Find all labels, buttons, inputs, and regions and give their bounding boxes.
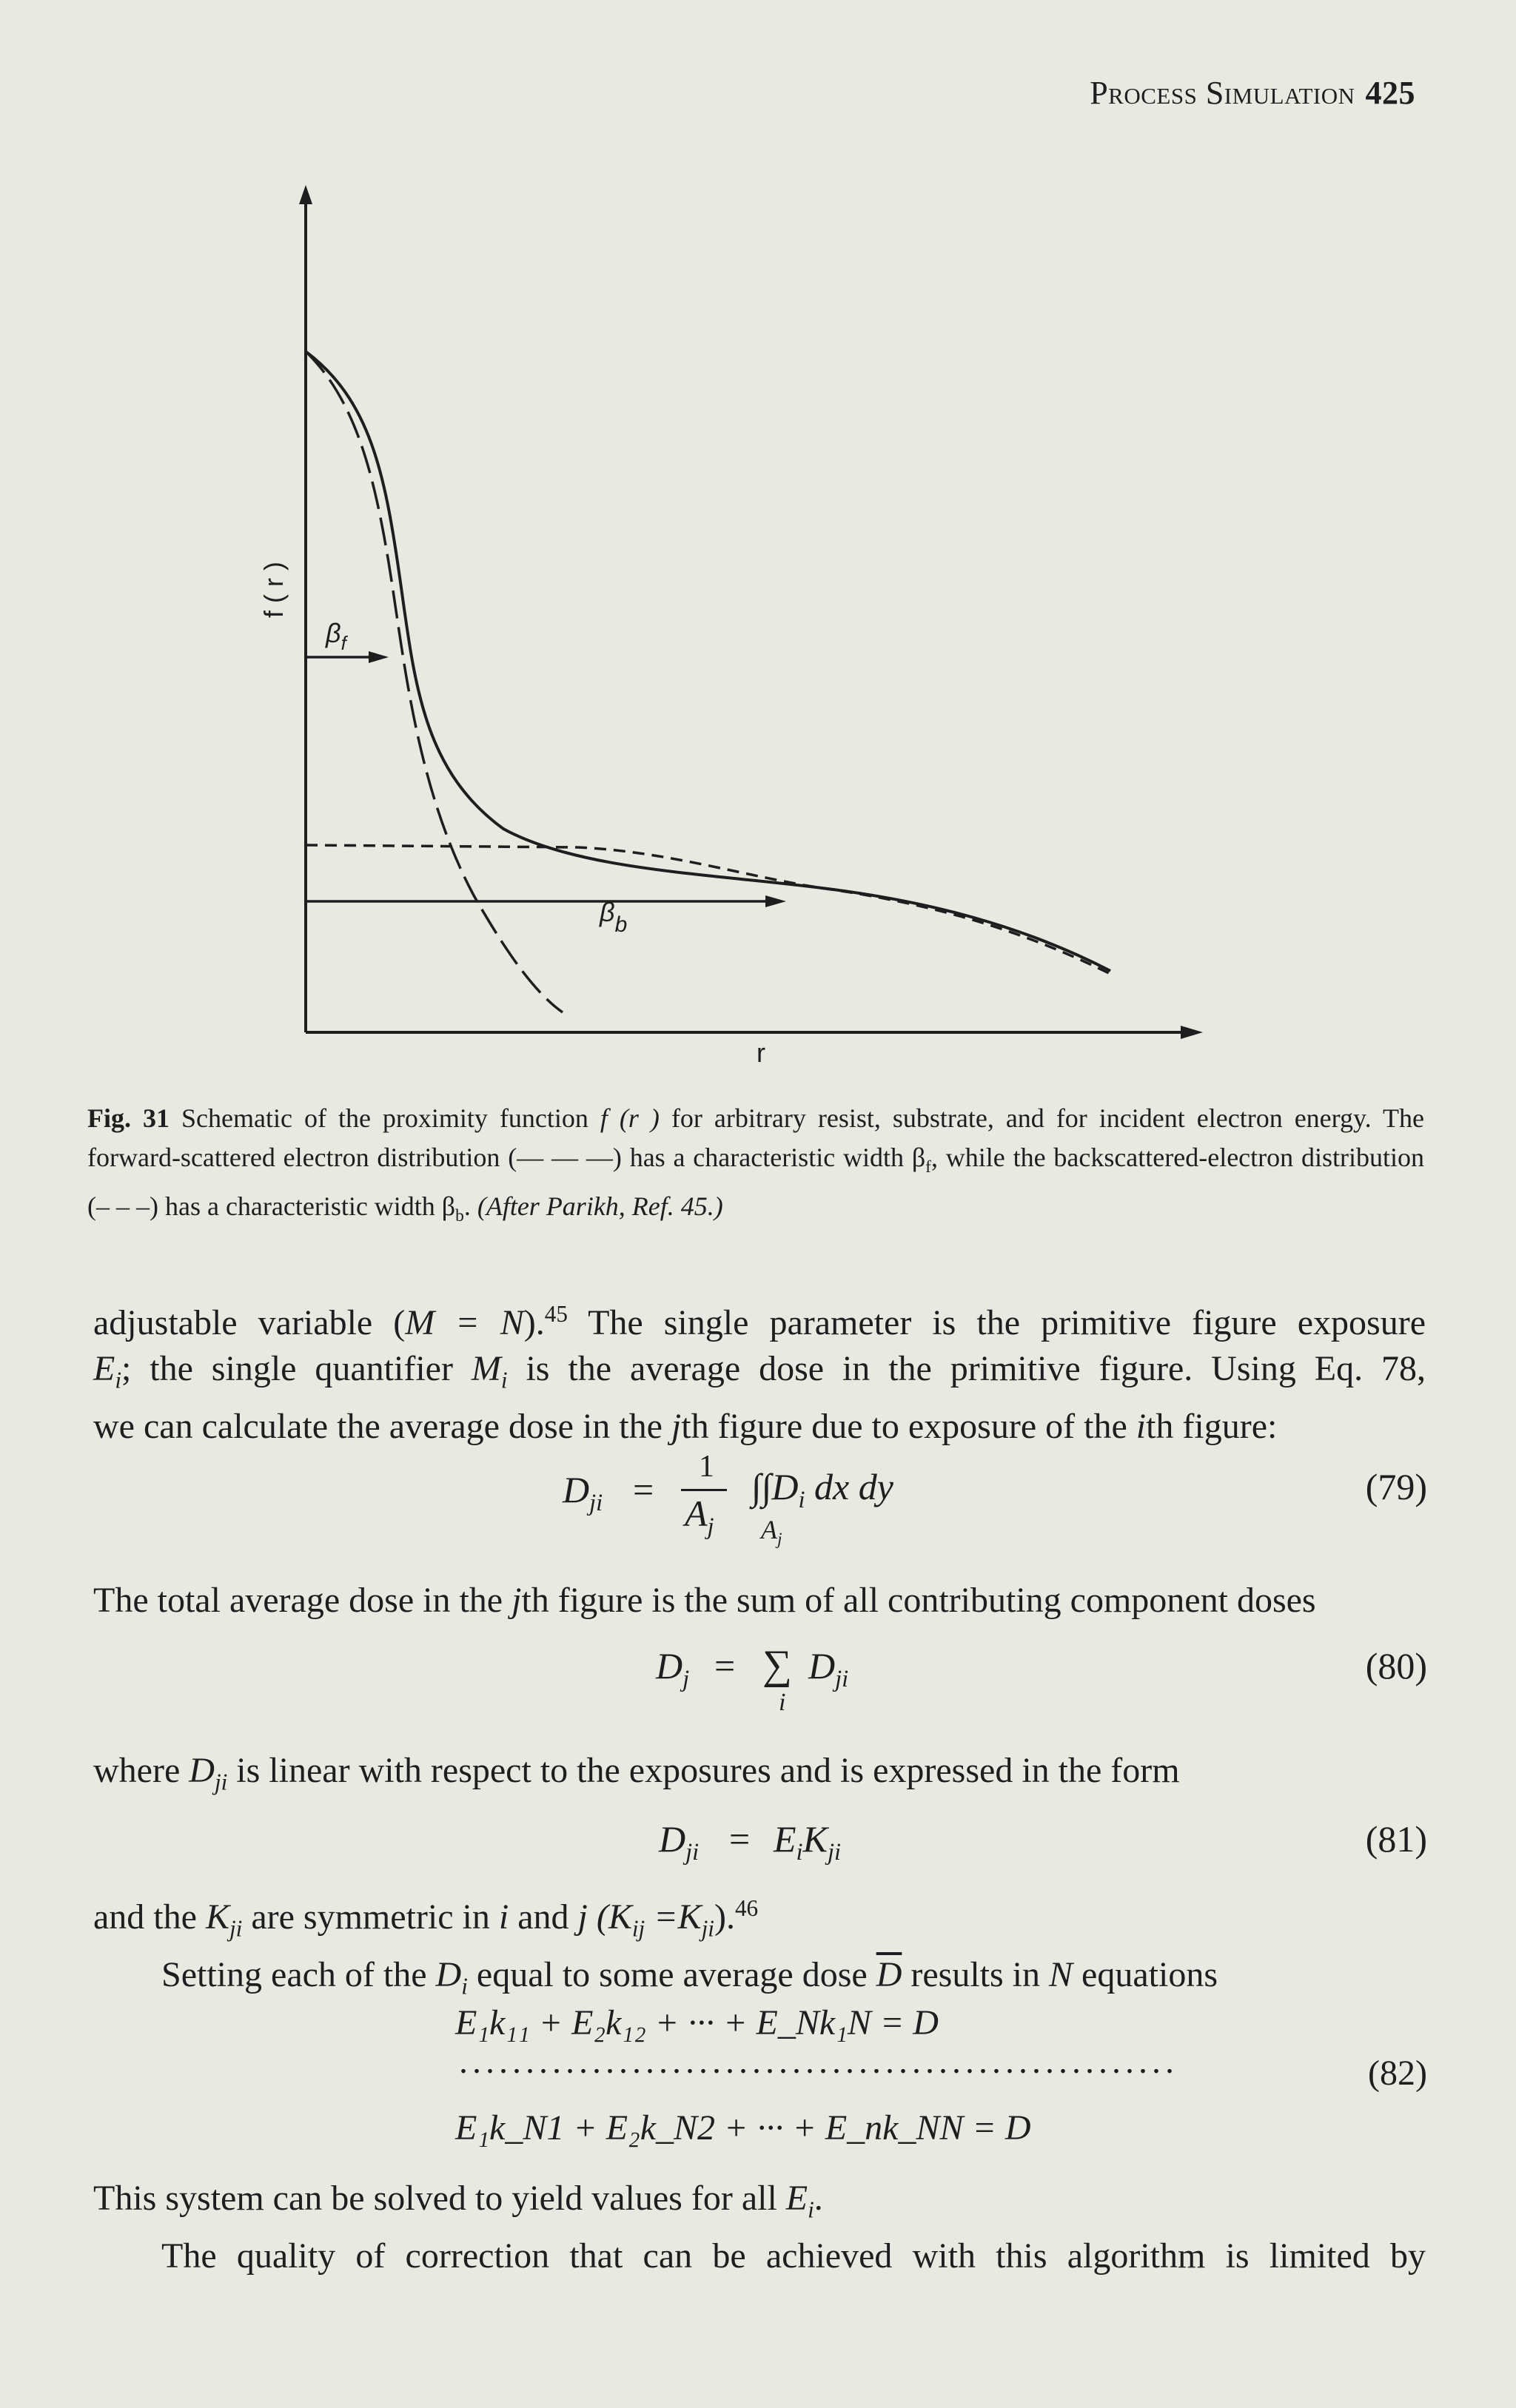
beta-b-arrowhead [765, 895, 786, 907]
running-head-title: Process Simulation [1090, 75, 1355, 111]
equation-79: $D_{ji}$ = 1 $A_j$ $\int\int D_i$ dx dy $A_j$ (79) [563, 1450, 1427, 1550]
paragraph-3 [93, 1748, 1426, 1806]
beta-f-label: $\beta_f$ [326, 618, 346, 654]
text-line: The quality of correction that can be achieved with this algorithm is limited by [161, 2236, 1426, 2276]
beta-f-arrowhead [369, 651, 389, 663]
equation-81: $D_{ji}$ = $E_iK_{ji}$ (81) [659, 1818, 1427, 1866]
x-axis-arrowhead [1181, 1026, 1203, 1039]
x-axis-label: r [757, 1037, 765, 1068]
equation-number: (79) [1365, 1466, 1427, 1507]
total-curve [306, 352, 1110, 971]
equation-number: (81) [1365, 1818, 1427, 1860]
text-line: adjustable variable (M = N).$^{45}$ The single parameter is the primitive figure exposure [93, 1301, 1426, 1342]
text-line: Setting each of the $D_i$ equal to some average dose $\overline{D}$ results in N equations [161, 1954, 1218, 2000]
equation-80: $D_j$ = ∑ i $D_{ji}$ (80) [656, 1642, 1427, 1716]
equation-number: (82) [1368, 2054, 1427, 2093]
fraction-bar [681, 1489, 727, 1491]
figure-number: Fig. 31 [87, 1103, 170, 1133]
equation-row: E₁k₁₁ + E₂k₁₂ + ··· + E_Nk₁N = D [455, 2003, 939, 2042]
text-line: This system can be solved to yield values for all $E_i$. [93, 2179, 823, 2223]
proximity-function-figure [0, 0, 1516, 1110]
equation-ellipsis-row: ...................................................... [459, 2042, 1178, 2081]
paragraph-5 [93, 2176, 1426, 2279]
text-line: we can calculate the average dose in the jth figure due to exposure of the ith figure: [93, 1406, 1278, 1446]
text-line: $E_i$; the single quantifier $M_i$ is the average dose in the primitive figure. Using Eq. 78, [93, 1349, 1426, 1393]
equation-number: (80) [1365, 1645, 1427, 1686]
text-line: and the $K_{ji}$ are symmetric in i and j $(K_{ij} =K_{ji}).^{46}$ [93, 1895, 759, 1942]
y-axis-label: f ( r ) [258, 562, 289, 618]
y-axis-arrowhead [299, 185, 312, 204]
equation-82 [0, 2002, 1516, 2173]
text-line: where $D_{ji}$ is linear with respect to the exposures and is expressed in the form [93, 1751, 1180, 1795]
forward-scattered-curve [306, 352, 563, 1012]
beta-b-label: $\beta_b$ [600, 897, 628, 937]
page-number: 425 [1365, 75, 1415, 111]
paragraph-4 [93, 1886, 1426, 2009]
caption-source: (After Parikh, Ref. 45.) [477, 1191, 723, 1222]
figure-caption: Fig. 31 Schematic of the proximity function f (r ) for arbitrary resist, substrate, and for incident electron energy. The forward-scattered electron distribution (— — —) has a characteristic width $\beta_f$, while the backscattered-electron distribution (– – –) has a characteristic width $\beta_b$. (After Parikh, Ref. 45.) [87, 1103, 1424, 1226]
text-line: The total average dose in the jth figure is the sum of all contributing component doses [93, 1581, 1316, 1620]
paragraph-2 [93, 1578, 1426, 1624]
equation-row: E₁k_N1 + E₂k_N2 + ··· + E_nk_NN = D [455, 2108, 1031, 2148]
paragraph-1 [93, 1291, 1426, 1450]
backscattered-curve [306, 845, 1110, 974]
